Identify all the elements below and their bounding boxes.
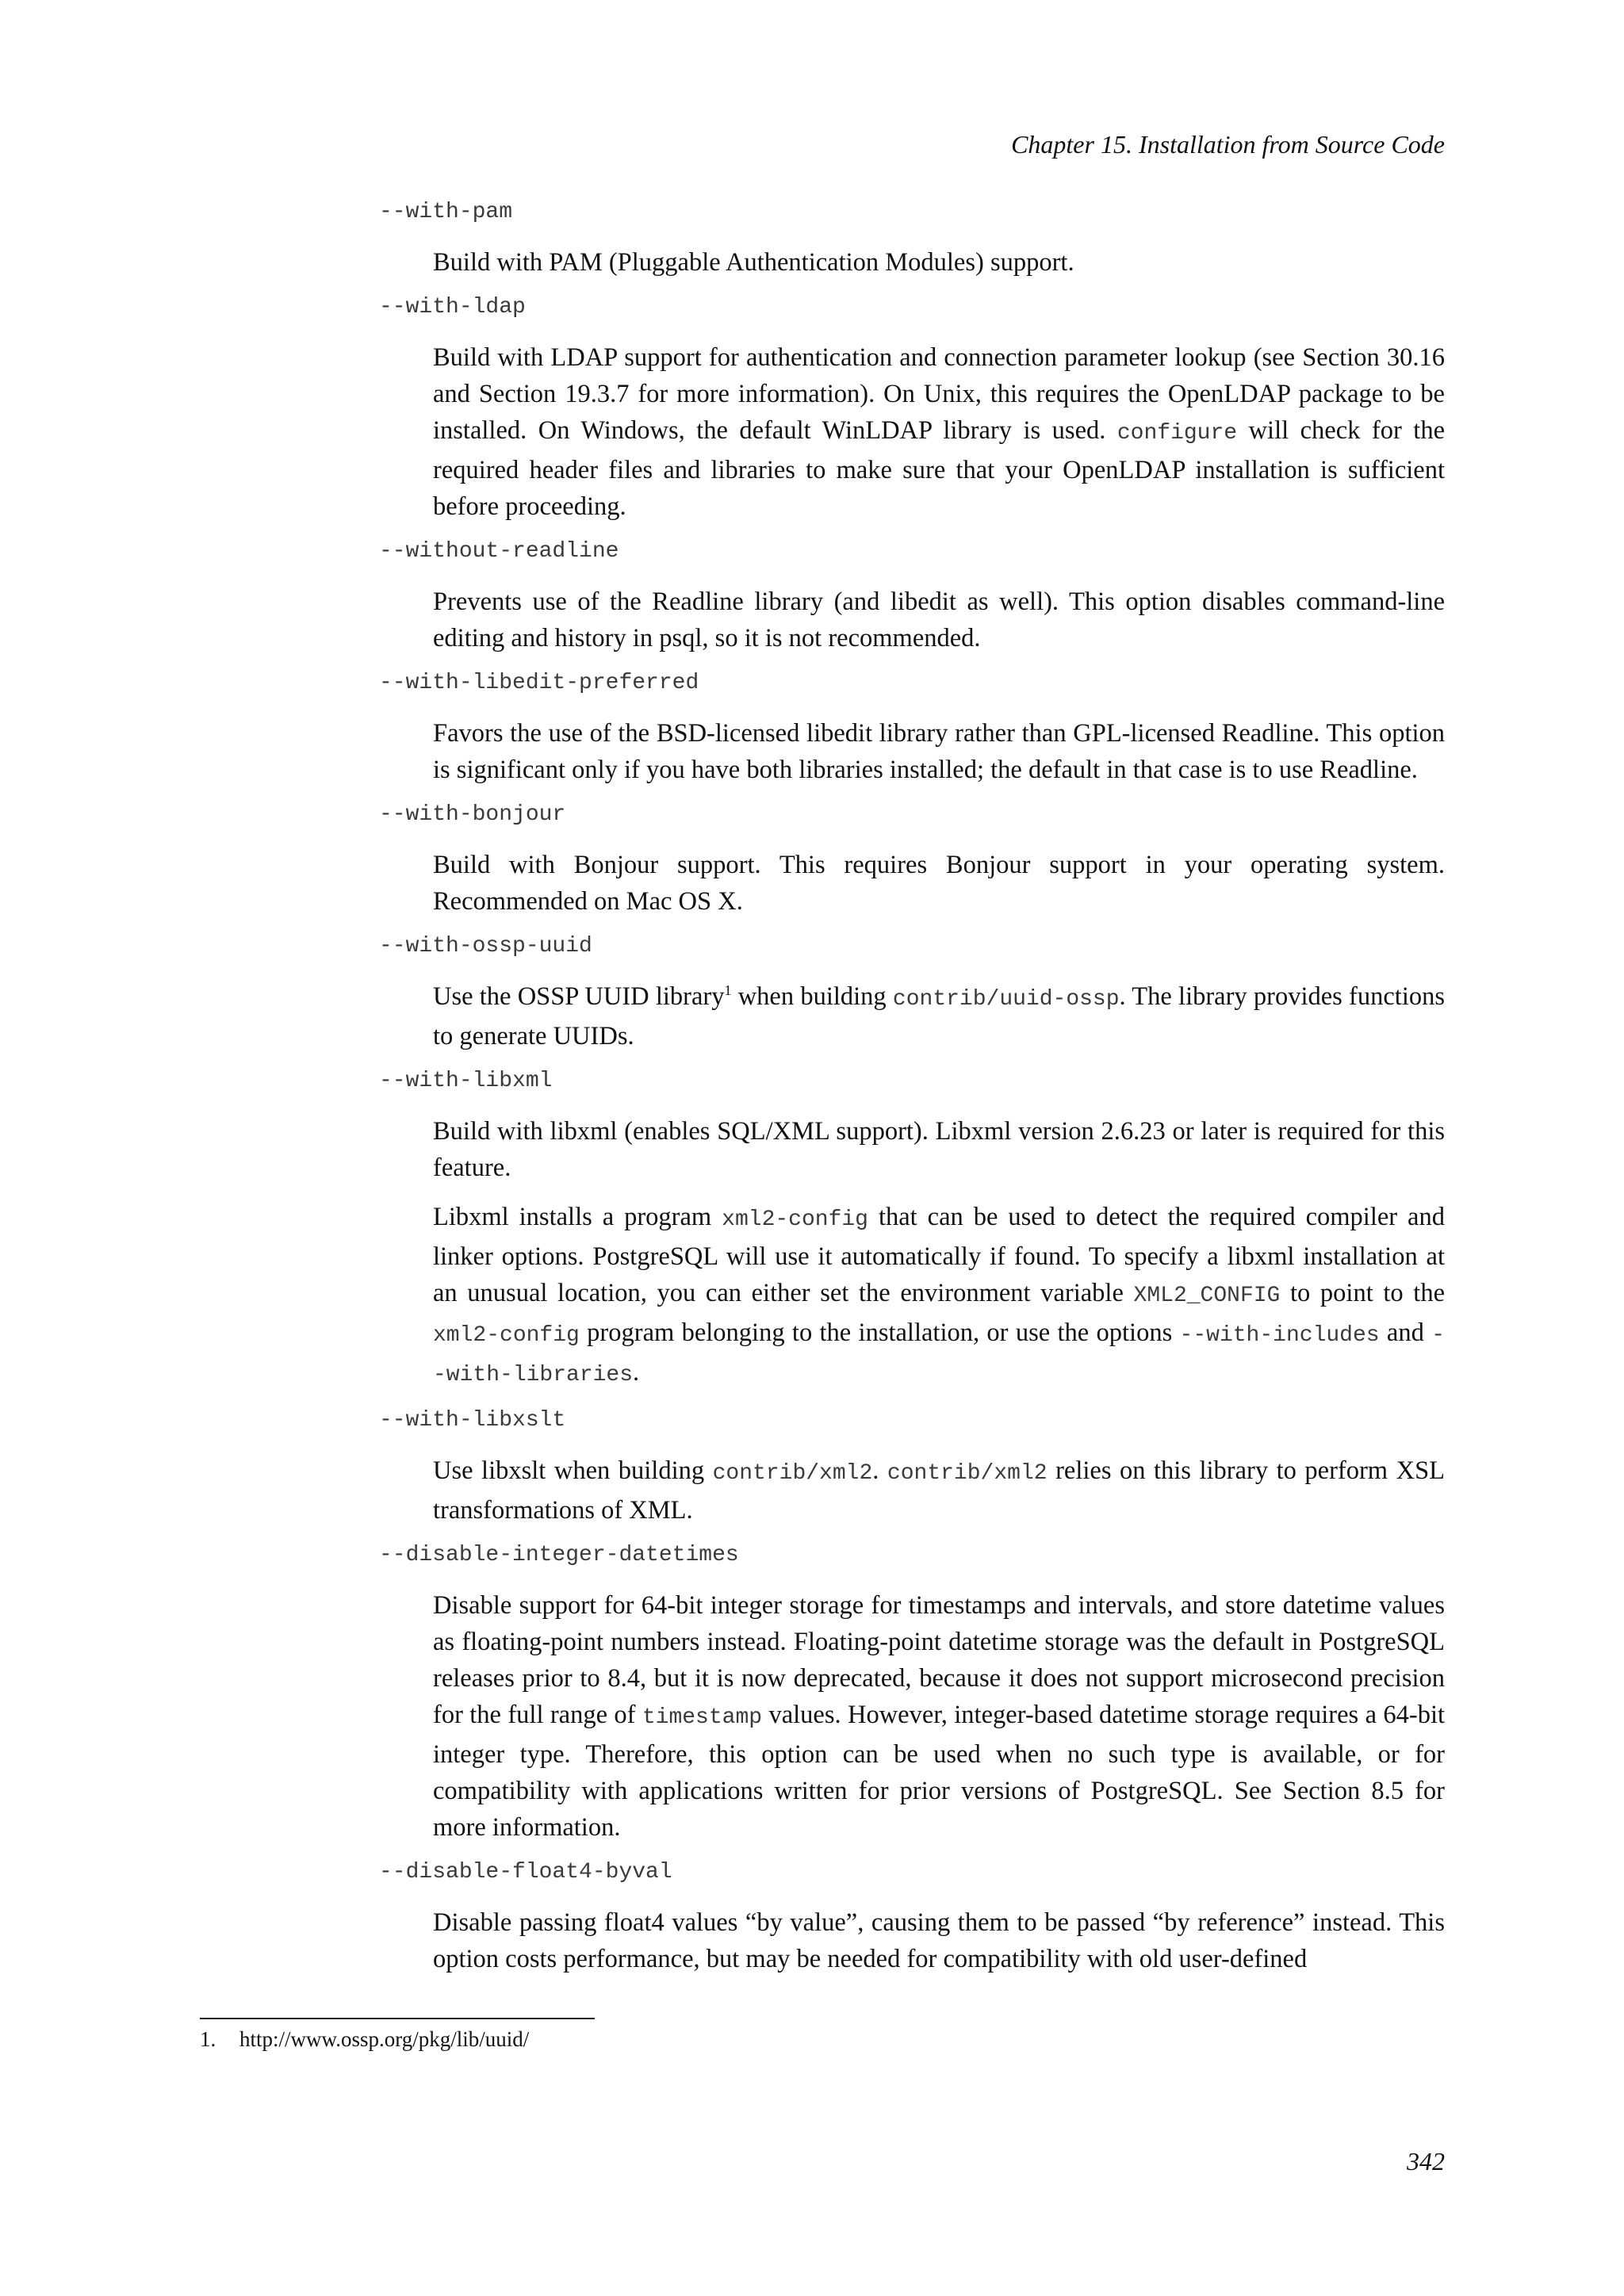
option-term: --with-libedit-preferred: [379, 671, 699, 695]
option-term: --with-ossp-uuid: [379, 934, 592, 959]
option-term: --with-libxml: [379, 1069, 553, 1093]
text-run: when building: [731, 982, 893, 1011]
text-run: program belonging to the installation, or use the options: [579, 1318, 1180, 1347]
option-term: --with-libxslt: [379, 1408, 566, 1433]
text-run: . The library provides functions to generate UUIDs.: [433, 982, 1446, 1050]
inline-code: contrib/xml2: [712, 1461, 873, 1486]
inline-code: contrib/xml2: [887, 1461, 1048, 1486]
footnote-divider: [200, 2018, 595, 2019]
option-description: [433, 1113, 1445, 1394]
description-paragraph: Favors the use of the BSD-licensed libedit library rather than GPL-licensed Readline. This option is significant only if you have both libraries installed; the default in that case is to use Readline.: [433, 719, 1445, 784]
description-paragraph: [433, 339, 1445, 525]
description-paragraph: [433, 1452, 1445, 1529]
footnote: [200, 2026, 529, 2053]
description-paragraph: Prevents use of the Readline library (and libedit as well). This option disables command-line editing and history in psql, so it is not recommended.: [433, 587, 1445, 652]
option-term: --disable-float4-byval: [379, 1860, 672, 1885]
description-paragraph: Build with PAM (Pluggable Authentication Modules) support.: [433, 248, 1074, 277]
text-run: and: [1379, 1318, 1432, 1347]
inline-code: contrib/uuid-ossp: [892, 987, 1120, 1012]
text-run: Libxml installs a program: [433, 1203, 722, 1231]
description-paragraph: [433, 1199, 1445, 1394]
option-description: [433, 339, 1445, 525]
option-term: --without-readline: [379, 539, 619, 564]
inline-code: xml2-config: [722, 1207, 868, 1232]
inline-code: --with-includes: [1179, 1323, 1380, 1348]
footnote-ref[interactable]: 1: [724, 982, 732, 999]
description-paragraph: Build with libxml (enables SQL/XML support). Libxml version 2.6.23 or later is required for this feature.: [433, 1117, 1445, 1182]
description-paragraph: Disable passing float4 values “by value”, causing them to be passed “by reference” instead. This option costs performance, but may be needed for compatibility with old user-defined: [433, 1908, 1445, 1973]
text-run: will check for the required header files and libraries to make sure that your OpenLDAP installation is sufficient before proceeding.: [433, 416, 1445, 521]
option-description: [433, 584, 1445, 656]
text-run: to point to the: [1280, 1279, 1445, 1307]
inline-code: configure: [1116, 421, 1238, 446]
option-description: [433, 1587, 1445, 1846]
option-description: [433, 715, 1445, 788]
options-list: [379, 198, 1445, 1990]
text-run: Build with LDAP support for authentication and connection parameter lookup (see Section 30.16 and Section 19.3.7 for more information). On Unix, this requires the OpenLDAP package to be installed. On Windows, the default WinLDAP library is used.: [433, 343, 1445, 445]
option-description: [433, 244, 1445, 281]
description-paragraph: [433, 1587, 1445, 1846]
option-term: --with-ldap: [379, 295, 526, 320]
description-paragraph: [433, 978, 1445, 1054]
inline-code: xml2-config: [433, 1323, 580, 1348]
description-paragraph: Build with Bonjour support. This requires Bonjour support in your operating system. Recommended on Mac OS X.: [433, 851, 1445, 916]
option-description: [433, 847, 1445, 920]
inline-code: --with-libraries: [433, 1323, 1445, 1387]
option-term: --with-bonjour: [379, 802, 566, 827]
text-run: .: [872, 1456, 887, 1485]
chapter-header: Chapter 15. Installation from Source Code: [1011, 130, 1445, 159]
footnote-number: 1.: [200, 2027, 216, 2051]
text-run: that can be used to detect the required compiler and linker options. PostgreSQL will use it automatically if found. To specify a libxml installation at an unusual location, you can either set the environment variable: [433, 1203, 1445, 1307]
text-run: Use libxslt when building: [433, 1456, 713, 1485]
page-number: 342: [1407, 2147, 1445, 2175]
option-description: [433, 1452, 1445, 1529]
text-run: .: [633, 1358, 640, 1387]
inline-code: XML2_CONFIG: [1133, 1284, 1281, 1308]
inline-code: timestamp: [642, 1705, 763, 1730]
footnote-link[interactable]: http://www.ossp.org/pkg/lib/uuid/: [239, 2027, 530, 2051]
text-run: Use the OSSP UUID library: [433, 982, 725, 1011]
option-term: --disable-integer-datetimes: [379, 1543, 739, 1567]
option-description: [433, 1904, 1445, 1977]
option-term: --with-pam: [379, 200, 513, 224]
text-run: relies on this library to perform XSL transformations of XML.: [433, 1456, 1446, 1525]
text-run: values. However, integer-based datetime storage requires a 64-bit integer type. Therefore, this option can be used when no such type is available, or for compatibility with applications written for prior versions of PostgreSQL. See Section 8.5 for more information.: [433, 1701, 1446, 1842]
option-description: [433, 978, 1445, 1054]
text-run: Disable support for 64-bit integer storage for timestamps and intervals, and store datetime values as floating-point numbers instead. Floating-point datetime storage was the default in PostgreSQL releases prior to 8.4, but it is now deprecated, because it does not support microsecond precision for the full range of: [433, 1591, 1445, 1729]
